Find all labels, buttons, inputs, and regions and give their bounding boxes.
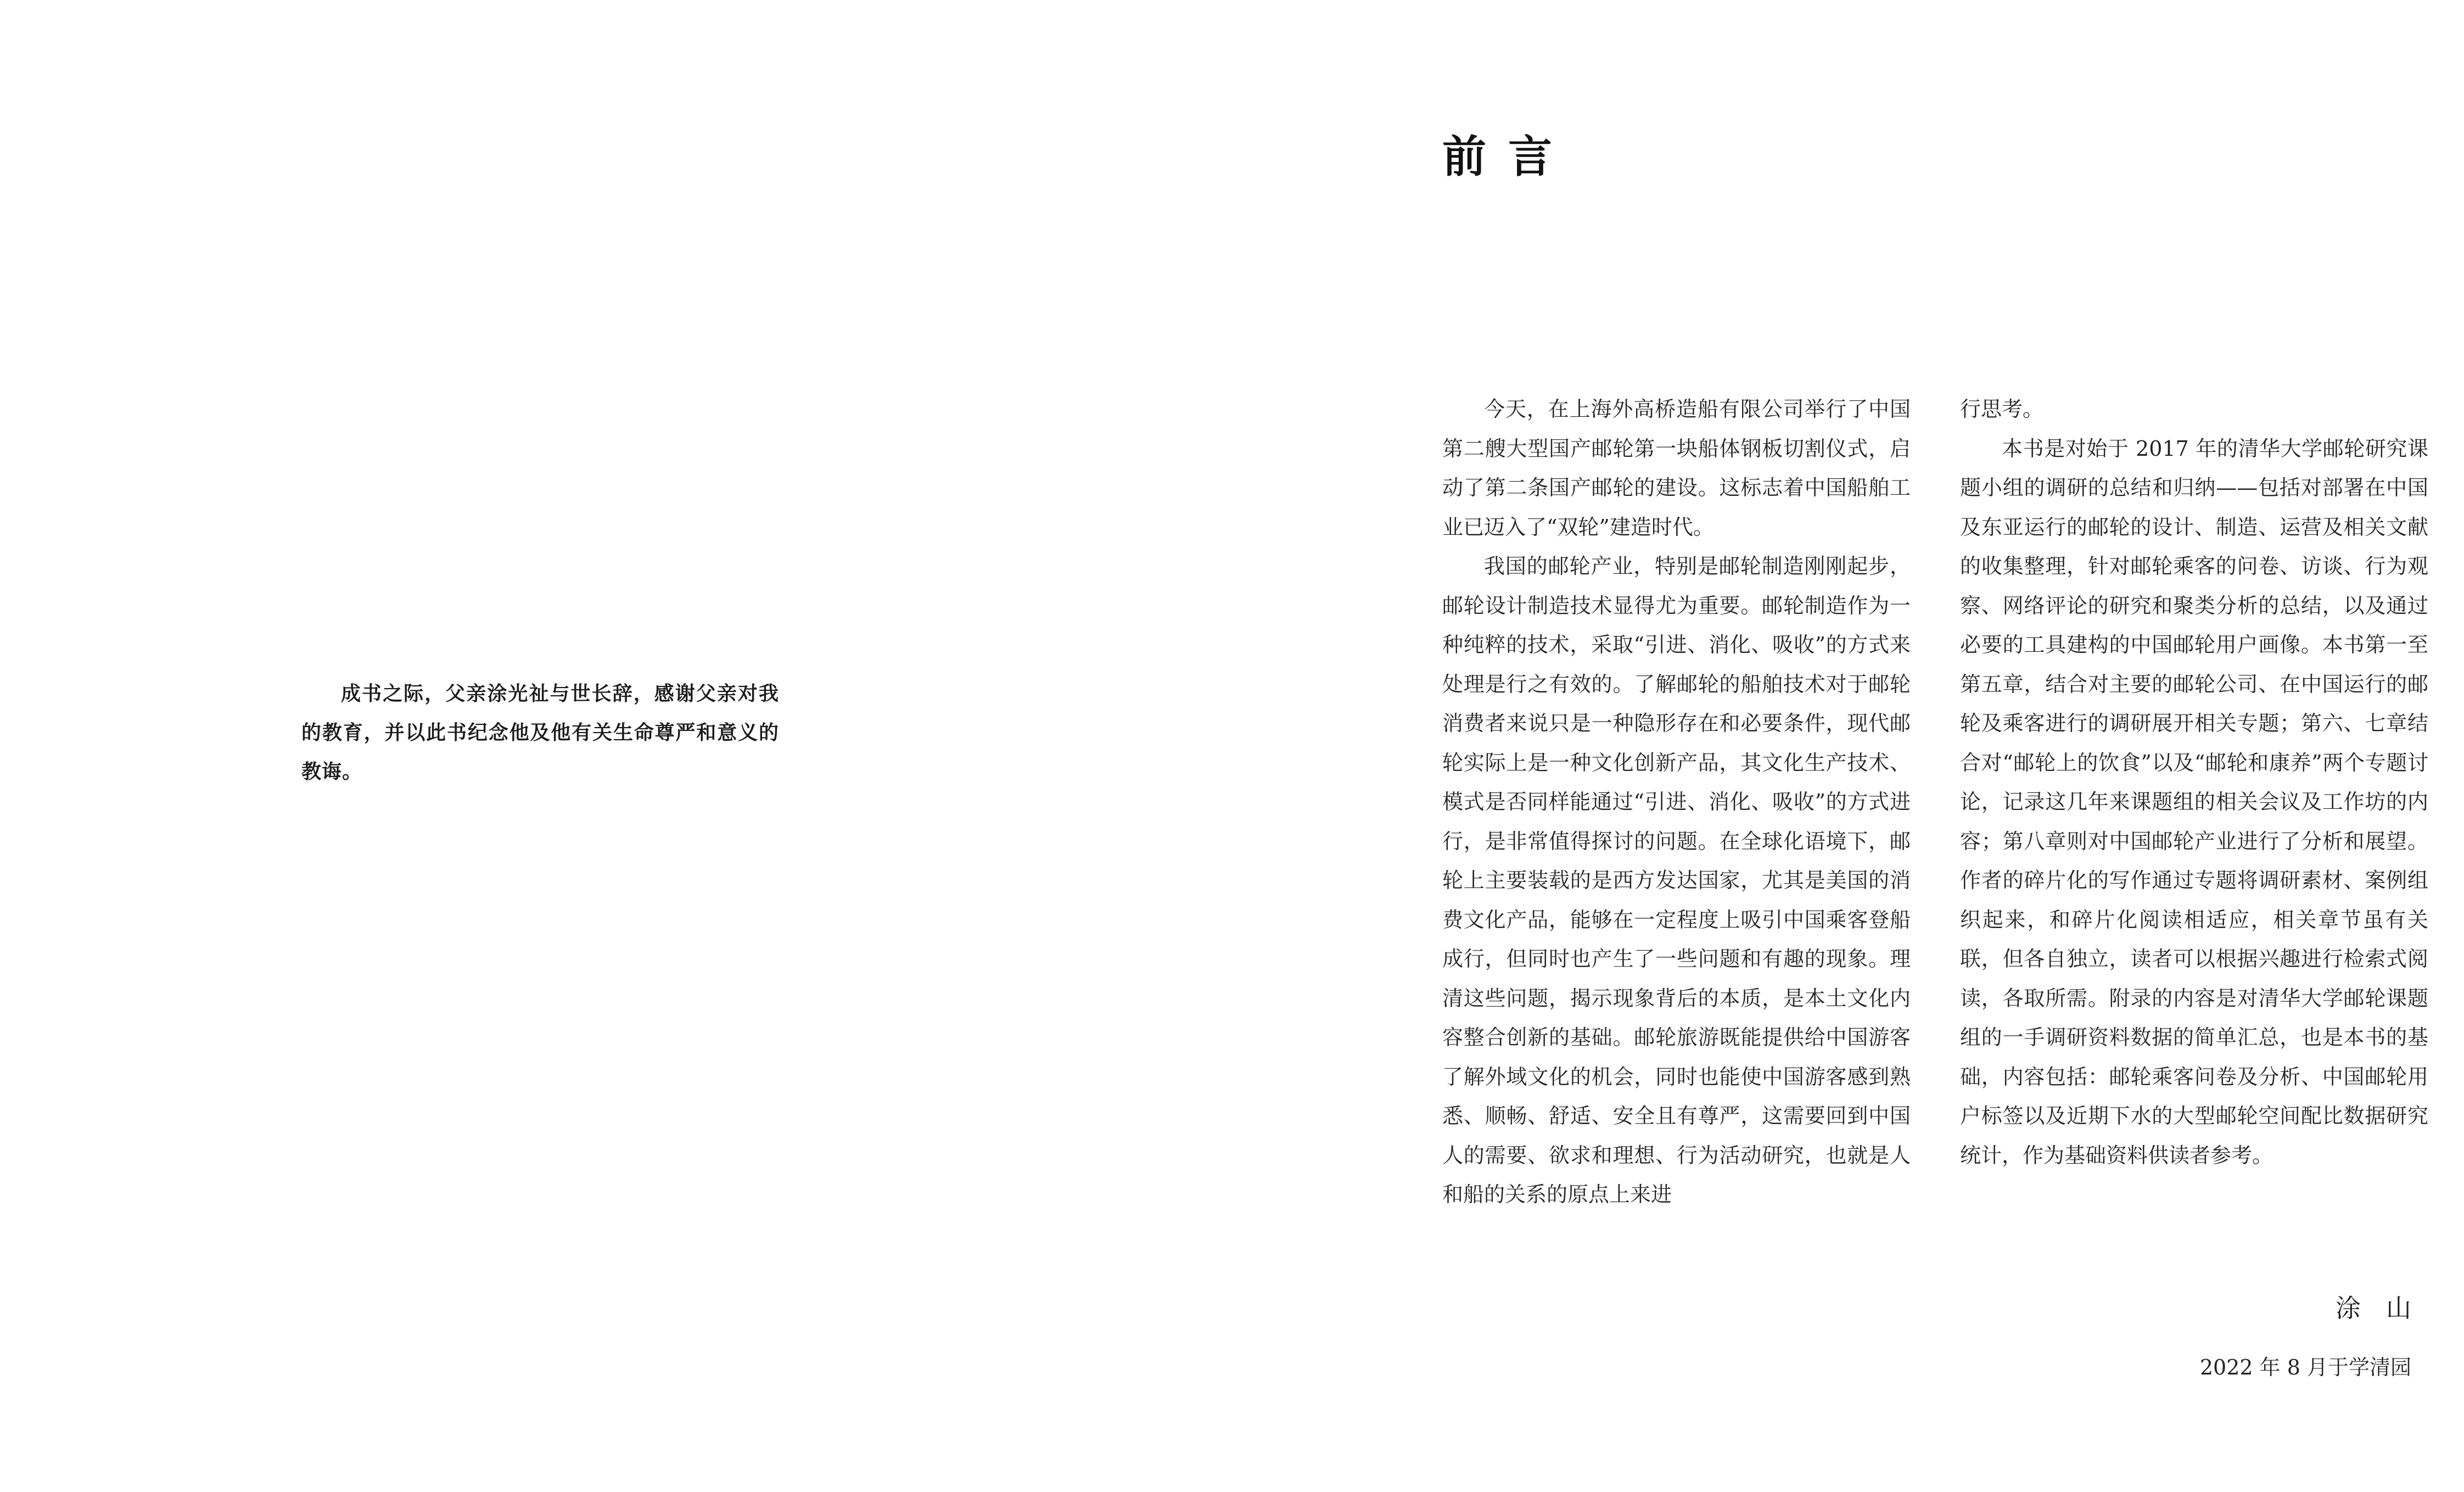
preface-title: 前言 <box>1442 131 1574 182</box>
preface-paragraph-2: 我国的邮轮产业，特别是邮轮制造刚刚起步，邮轮设计制造技术显得尤为重要。邮轮制造作为一种纯粹的技术，采取“引进、消化、吸收”的方式来处理是行之有效的。了解邮轮的船舶技术对于邮轮消费者来说只是一种隐形存在和必要条件，现代邮轮实际上是一种文化创新产品，其文化生产技术、模式是否同样能通过“引进、消化、吸收”的方式进行，是非常值得探讨的问题。在全球化语境下，邮轮上主要装载的是西方发达国家，尤其是美国的消费文化产品，能够在一定程度上吸引中国乘客登船成行，但同时也产生了一些问题和有趣的现象。理清这些问题，揭示现象背后的本质，是本土文化内容整合创新的基础。邮轮旅游既能提供给中国游客了解外域文化的机会，同时也能使中国游客感到熟悉、顺畅、舒适、安全且有尊严，这需要回到中国人的需要、欲求和理想、行为活动研究，也就是人和船的关系的原点上来进 <box>1442 554 1911 1206</box>
preface-paragraph-3: 本书是对始于 2017 年的清华大学邮轮研究课题小组的调研的总结和归纳——包括对部署在中国及东亚运行的邮轮的设计、制造、运营及相关文献的收集整理，针对邮轮乘客的问卷、访谈、行为观察、网络评论的研究和聚类分析的总结，以及通过必要的工具建构的中国邮轮用户画像。本书第一至第五章，结合对主要的邮轮公司、在中国运行的邮轮及乘客进行的调研展开相关专题；第六、七章结合对“邮轮上的饮食”以及“邮轮和康养”两个专题讨论，记录这几年来课题组的相关会议及工作坊的内容；第八章则对中国邮轮产业进行了分析和展望。作者的碎片化的写作通过专题将调研素材、案例组织起来，和碎片化阅读相适应，相关章节虽有关联，但各自独立，读者可以根据兴趣进行检索式阅读，各取所需。附录的内容是对清华大学邮轮课题组的一手调研资料数据的简单汇总，也是本书的基础，内容包括：邮轮乘客问卷及分析、中国邮轮用户标签以及近期下水的大型邮轮空间配比数据研究统计，作为基础资料供读者参考。 <box>1960 436 2428 1167</box>
preface-paragraph-2-continued: 行思考。 <box>1960 397 2044 421</box>
preface-paragraph-1: 今天，在上海外高桥造船有限公司举行了中国第二艘大型国产邮轮第一块船体钢板切割仪式，启动了第二条国产邮轮的建设。这标志着中国船舶工业已迈入了“双轮”建造时代。 <box>1442 397 1911 539</box>
preface-right-column <box>1960 390 2428 1175</box>
preface-left-column <box>1442 390 1911 1215</box>
date-place-line: 2022 年 8 月于学清园 <box>2199 1355 2411 1379</box>
author-signature: 涂山 <box>2336 1293 2437 1323</box>
dedication-paragraph: 成书之际，父亲涂光祉与世长辞，感谢父亲对我的教育，并以此书纪念他及他有关生命尊严和意义的教诲。 <box>301 683 779 783</box>
